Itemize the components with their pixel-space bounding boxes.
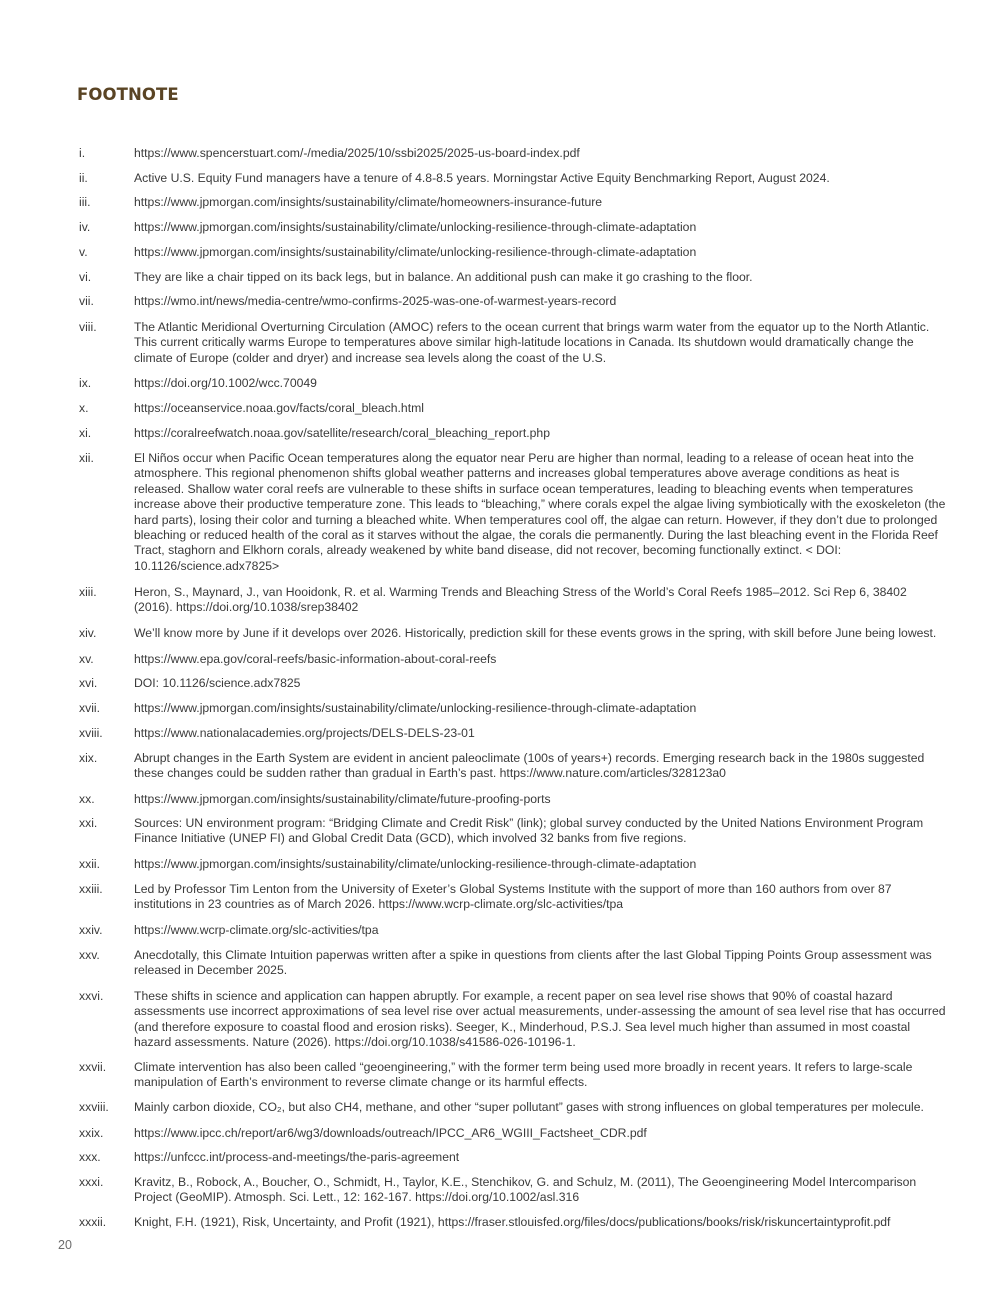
footnote-number: xxix. xyxy=(79,1126,104,1140)
footnote-text: https://wmo.int/news/media-centre/wmo-confirms-2025-was-one-of-warmest-years-record xyxy=(134,294,617,308)
footnote-number: xv. xyxy=(79,652,94,666)
footnote-text: https://www.jpmorgan.com/insights/sustainability/climate/future-proofing-ports xyxy=(134,792,551,806)
footnote-text: https://www.epa.gov/coral-reefs/basic-information-about-coral-reefs xyxy=(134,652,497,666)
footnote-text: https://oceanservice.noaa.gov/facts/coral_bleach.html xyxy=(134,401,424,415)
footnote-number: x. xyxy=(79,401,89,415)
footnote-number: vii. xyxy=(79,294,94,308)
footnote-number: vi. xyxy=(79,270,92,284)
footnote-text: El Niños occur when Pacific Ocean temperatures along the equator near Peru are higher than normal, leading to a release of ocean heat into the atmosphere. This regional phenomenon shifts global weather patterns and increases global temperatures above average conditions as heat is released. Shallow water coral reefs are vulnerable to these shifts in surface ocean temperatures, leading to bleaching events when temperatures increase above their productive temperature zone. This leads to “bleaching,” where corals expel the algae living symbiotically with the exoskeleton (the hard parts), losing their color and turning a bleached white. When temperatures cool off, the algae can return. However, if they don’t due to prolonged bleaching or reduced health of the coral as it starves without the algae, the corals die permanently. During the last bleaching event in the Florida Reef Tract, staghorn and Elkhorn corals, already weakened by white band disease, did not recover, becoming functionally extinct. < DOI: 10.1126/science.adx7825> xyxy=(134,451,946,573)
page-title: FOOTNOTE xyxy=(77,85,179,104)
footnote-text: https://unfccc.int/process-and-meetings/the-paris-agreement xyxy=(134,1150,460,1164)
footnote-number: i. xyxy=(79,146,86,160)
footnote-text: Heron, S., Maynard, J., van Hooidonk, R. et al. Warming Trends and Bleaching Stress of the World’s Coral Reefs 1985–2012. Sci Rep 6, 38402 (2016). https://doi.org/10.1038/srep38402 xyxy=(134,585,907,615)
footnote-number: xxiii. xyxy=(79,882,103,896)
page-number: 20 xyxy=(58,1238,72,1252)
footnote-text: https://www.jpmorgan.com/insights/sustainability/climate/unlocking-resilience-through-climate-adaptation xyxy=(134,220,697,234)
footnote-number: xxxi. xyxy=(79,1175,104,1189)
footnote-text: https://www.spencerstuart.com/-/media/2025/10/ssbi2025/2025-us-board-index.pdf xyxy=(134,146,580,160)
footnote-text: https://www.ipcc.ch/report/ar6/wg3/downloads/outreach/IPCC_AR6_WGIII_Factsheet_CDR.pdf xyxy=(134,1126,647,1140)
footnote-text: https://doi.org/10.1002/wcc.70049 xyxy=(134,376,317,390)
footnote-text: Anecdotally, this Climate Intuition paperwas written after a spike in questions from clients after the last Global Tipping Points Group assessment was released in December 2025. xyxy=(134,948,932,978)
footnote-text: Active U.S. Equity Fund managers have a tenure of 4.8-8.5 years. Morningstar Active Equity Benchmarking Report, August 2024. xyxy=(134,171,830,185)
footnote-number: xiii. xyxy=(79,585,97,599)
footnote-number: iv. xyxy=(79,220,91,234)
footnote-text: Abrupt changes in the Earth System are evident in ancient paleoclimate (100s of years+) records. Emerging research back in the 1980s suggested these changes could be sudden rather than gradual in Earth’s past. https://www.nature.com/articles/328123a0 xyxy=(134,751,925,781)
footnote-text: The Atlantic Meridional Overturning Circulation (AMOC) refers to the ocean current that brings warm water from the equator up to the North Atlantic. This current critically warms Europe to temperatures above similar high-latitude locations in Canada. Its shutdown would dramatically change the climate of Europe (colder and dryer) and increase sea levels along the coast of the U.S. xyxy=(134,320,930,365)
footnote-number: xxv. xyxy=(79,948,100,962)
footnote-number: xvi. xyxy=(79,676,98,690)
footnote-number: xxx. xyxy=(79,1150,101,1164)
footnote-number: xi. xyxy=(79,426,92,440)
footnote-number: v. xyxy=(79,245,88,259)
footnote-number: xviii. xyxy=(79,726,103,740)
footnote-text: Led by Professor Tim Lenton from the University of Exeter’s Global Systems Institute with the support of more than 160 authors from over 87 institutions in 23 countries as of March 2026. https://www.wcrp-climate.org/slc-activities/tpa xyxy=(134,882,892,912)
footnote-text: https://www.jpmorgan.com/insights/sustainability/climate/unlocking-resilience-through-climate-adaptation xyxy=(134,701,697,715)
footnote-text: They are like a chair tipped on its back legs, but in balance. An additional push can make it go crashing to the floor. xyxy=(134,270,753,284)
footnote-number: xxviii. xyxy=(79,1100,109,1114)
footnote-text: Mainly carbon dioxide, CO₂, but also CH4, methane, and other “super pollutant” gases with strong influences on global temperatures per molecule. xyxy=(134,1100,924,1114)
footnote-text: https://www.jpmorgan.com/insights/sustainability/climate/homeowners-insurance-future xyxy=(134,195,603,209)
footnote-number: xxi. xyxy=(79,816,98,830)
footnote-text: https://www.nationalacademies.org/projects/DELS-DELS-23-01 xyxy=(134,726,475,740)
footnote-number: xiv. xyxy=(79,626,97,640)
footnote-text: https://www.jpmorgan.com/insights/sustainability/climate/unlocking-resilience-through-climate-adaptation xyxy=(134,857,697,871)
footnote-number: xii. xyxy=(79,451,94,465)
footnote-text: These shifts in science and application can happen abruptly. For example, a recent paper on sea level rise shows that 90% of coastal hazard assessments use incorrect approximations of sea level rise over actual measurements, under-assessing the amount of sea level rise that has occurred (and therefore exposure to coastal flood and erosion risks). Seeger, K., Minderhoud, P.S.J. Sea level much higher than assumed in most coastal hazard assessments. Nature (2026). https://doi.org/10.1038/s41586-026-10196-1. xyxy=(134,989,946,1050)
footnote-number: ii. xyxy=(79,171,88,185)
footnote-text: Climate intervention has also been called “geoengineering,” with the former term being used more broadly in recent years. It refers to large-scale manipulation of Earth’s environment to reverse climate change or its harmful effects. xyxy=(134,1060,913,1090)
footnote-number: ix. xyxy=(79,376,92,390)
footnote-text: https://www.wcrp-climate.org/slc-activities/tpa xyxy=(134,923,379,937)
footnote-text: Knight, F.H. (1921), Risk, Uncertainty, and Profit (1921), https://fraser.stlouisfed.org/files/docs/publications/books/risk/riskuncertaintyprofit.pdf xyxy=(134,1215,891,1229)
footnote-text: https://www.jpmorgan.com/insights/sustainability/climate/unlocking-resilience-through-climate-adaptation xyxy=(134,245,697,259)
footnote-text: https://coralreefwatch.noaa.gov/satellite/research/coral_bleaching_report.php xyxy=(134,426,550,440)
footnote-number: xxvii. xyxy=(79,1060,107,1074)
footnote-number: xx. xyxy=(79,792,95,806)
footnote-text: Sources: UN environment program: “Bridging Climate and Credit Risk” (link); global survey conducted by the United Nations Environment Program Finance Initiative (UNEP FI) and Global Credit Data (GCD), which involved 32 banks from five regions. xyxy=(134,816,924,846)
footnote-text: We’ll know more by June if it develops over 2026. Historically, prediction skill for these events grows in the spring, with skill before June being lowest. xyxy=(134,626,937,640)
footnote-number: xxvi. xyxy=(79,989,104,1003)
footnote-text: Kravitz, B., Robock, A., Boucher, O., Schmidt, H., Taylor, K.E., Stenchikov, G. and Schulz, M. (2011), The Geoengineering Model Intercomparison Project (GeoMIP). Atmosph. Sci. Lett., 12: 162-167. https://doi.org/10.1002/asl.316 xyxy=(134,1175,917,1205)
footnote-number: xxiv. xyxy=(79,923,103,937)
footnote-number: xix. xyxy=(79,751,98,765)
footnote-text: DOI: 10.1126/science.adx7825 xyxy=(134,676,301,690)
footnote-number: xvii. xyxy=(79,701,100,715)
footnote-number: iii. xyxy=(79,195,91,209)
footnote-number: viii. xyxy=(79,320,97,334)
footnote-number: xxxii. xyxy=(79,1215,107,1229)
footnote-number: xxii. xyxy=(79,857,100,871)
